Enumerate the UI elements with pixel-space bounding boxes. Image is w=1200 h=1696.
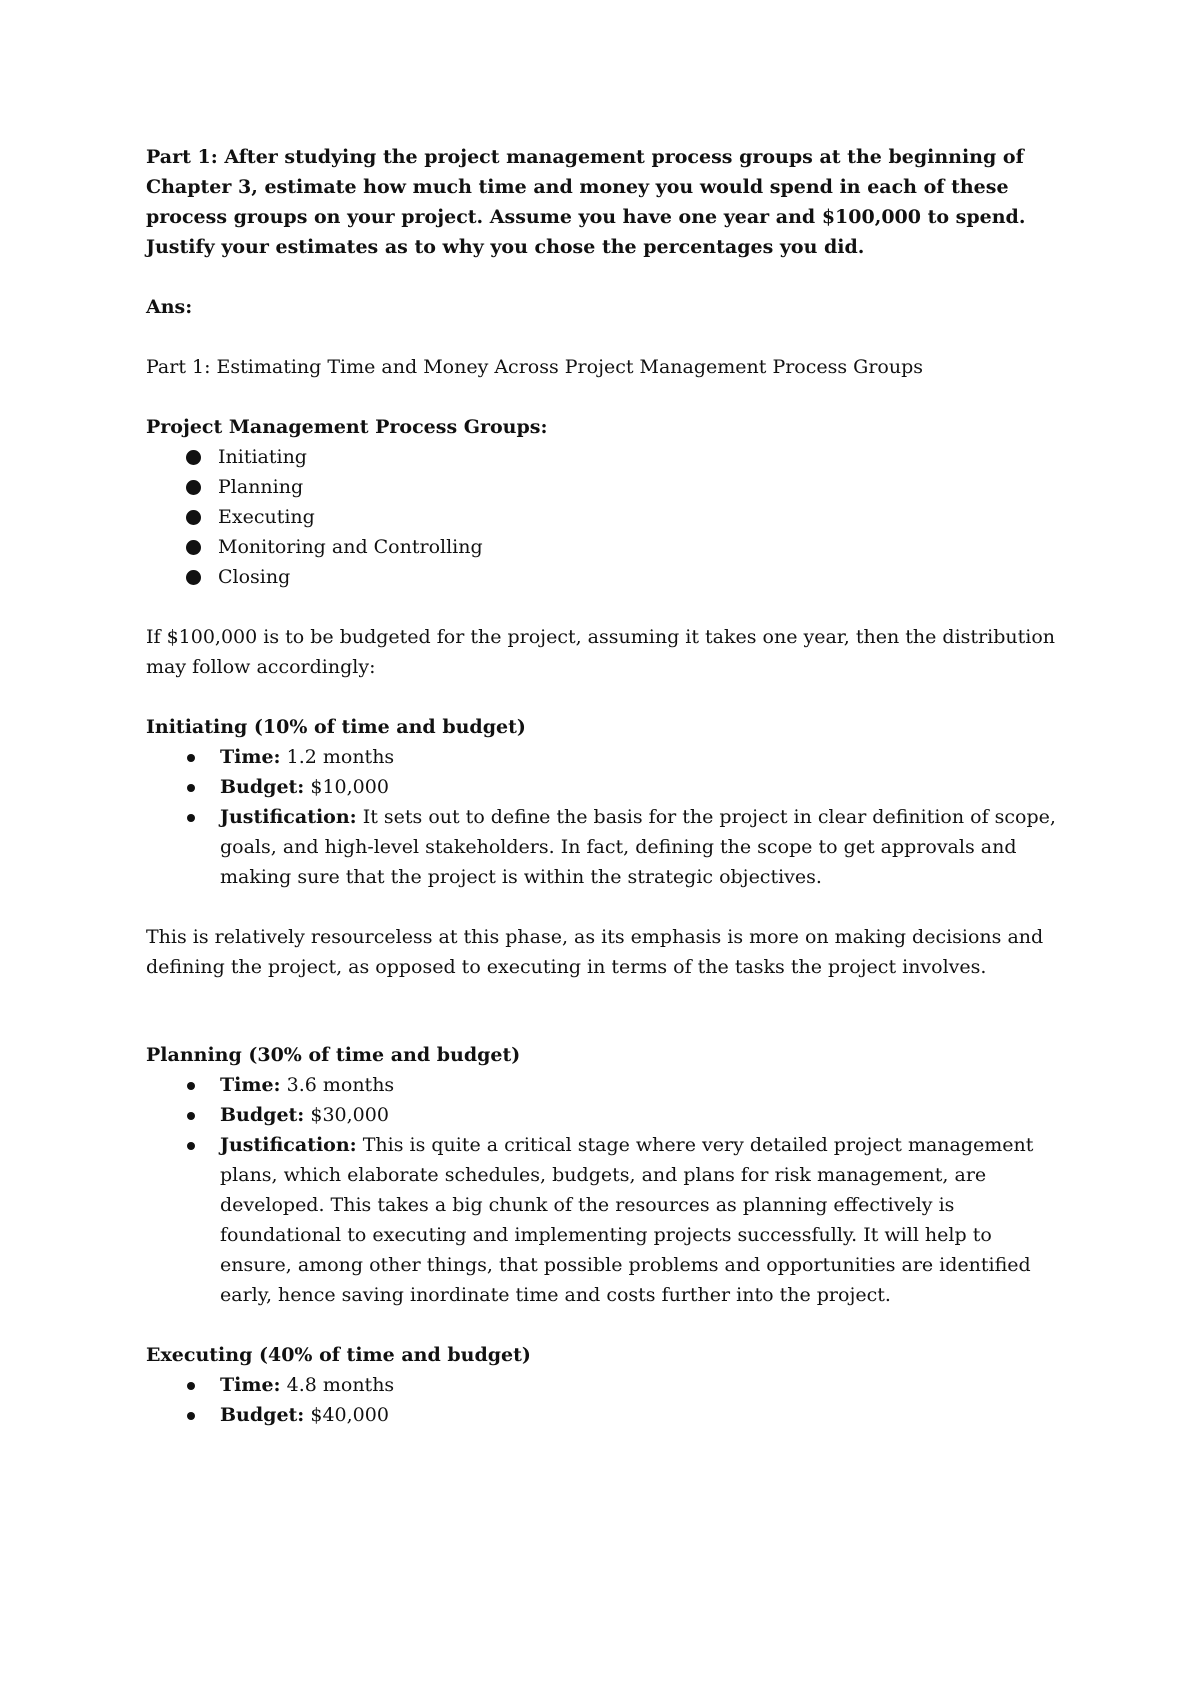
groups-heading: Project Management Process Groups: xyxy=(146,416,548,438)
intro-paragraph: If $100,000 is to be budgeted for the project, assuming it takes one year, then the distribution may follow accordingly: xyxy=(146,626,1055,678)
document-page xyxy=(146,142,1066,1430)
bullet-icon xyxy=(187,814,195,822)
list-item: Justification: This is quite a critical stage where very detailed project management plans, which elaborate schedules, budgets, and plans for risk management, are developed. This takes a big chunk of the resources as planning effectively is foundational to executing and implementing projects successfully. It will help to ensure, among other things, that possible problems and opportunities are identified early, hence saving inordinate time and costs further into the project. xyxy=(146,1130,1066,1310)
bullet-icon xyxy=(187,1142,195,1150)
list-item: Initiating xyxy=(146,442,1066,472)
list-item: Budget: $40,000 xyxy=(146,1400,1066,1430)
list-item: Budget: $10,000 xyxy=(146,772,1066,802)
bullet-icon xyxy=(186,510,201,525)
list-item: Justification: It sets out to define the basis for the project in clear definition of scope, goals, and high-level stakeholders. In fact, defining the scope to get approvals and making sure that the project is within the strategic objectives. xyxy=(146,802,1066,892)
list-item: Planning xyxy=(146,472,1066,502)
executing-heading: Executing (40% of time and budget) xyxy=(146,1344,531,1366)
initiating-note: This is relatively resourceless at this phase, as its emphasis is more on making decisions and defining the project, as opposed to executing in terms of the tasks the project involves. xyxy=(146,926,1044,978)
planning-heading: Planning (30% of time and budget) xyxy=(146,1044,521,1066)
bullet-icon xyxy=(186,570,201,585)
bullet-icon xyxy=(187,1382,195,1390)
planning-details xyxy=(146,1070,1066,1310)
bullet-icon xyxy=(187,784,195,792)
executing-details xyxy=(146,1370,1066,1430)
bullet-icon xyxy=(186,540,201,555)
bullet-icon xyxy=(186,450,201,465)
question-paragraph: Part 1: After studying the project management process groups at the beginning of Chapter 3, estimate how much time and money you would spend in each of these process groups on your project. Assume you have one year and $100,000 to spend. Justify your estimates as to why you chose the percentages you did. xyxy=(146,146,1026,258)
list-item: Time: 3.6 months xyxy=(146,1070,1066,1100)
bullet-icon xyxy=(187,1112,195,1120)
list-item: Monitoring and Controlling xyxy=(146,532,1066,562)
list-item: Time: 1.2 months xyxy=(146,742,1066,772)
bullet-icon xyxy=(187,1082,195,1090)
process-groups-list xyxy=(146,442,1066,592)
bullet-icon xyxy=(187,754,195,762)
bullet-icon xyxy=(186,480,201,495)
list-item: Closing xyxy=(146,562,1066,592)
subtitle: Part 1: Estimating Time and Money Across Project Management Process Groups xyxy=(146,356,924,378)
list-item: Time: 4.8 months xyxy=(146,1370,1066,1400)
list-item: Executing xyxy=(146,502,1066,532)
list-item: Budget: $30,000 xyxy=(146,1100,1066,1130)
answer-label: Ans: xyxy=(146,296,193,318)
initiating-details xyxy=(146,742,1066,892)
initiating-heading: Initiating (10% of time and budget) xyxy=(146,716,526,738)
bullet-icon xyxy=(187,1412,195,1420)
